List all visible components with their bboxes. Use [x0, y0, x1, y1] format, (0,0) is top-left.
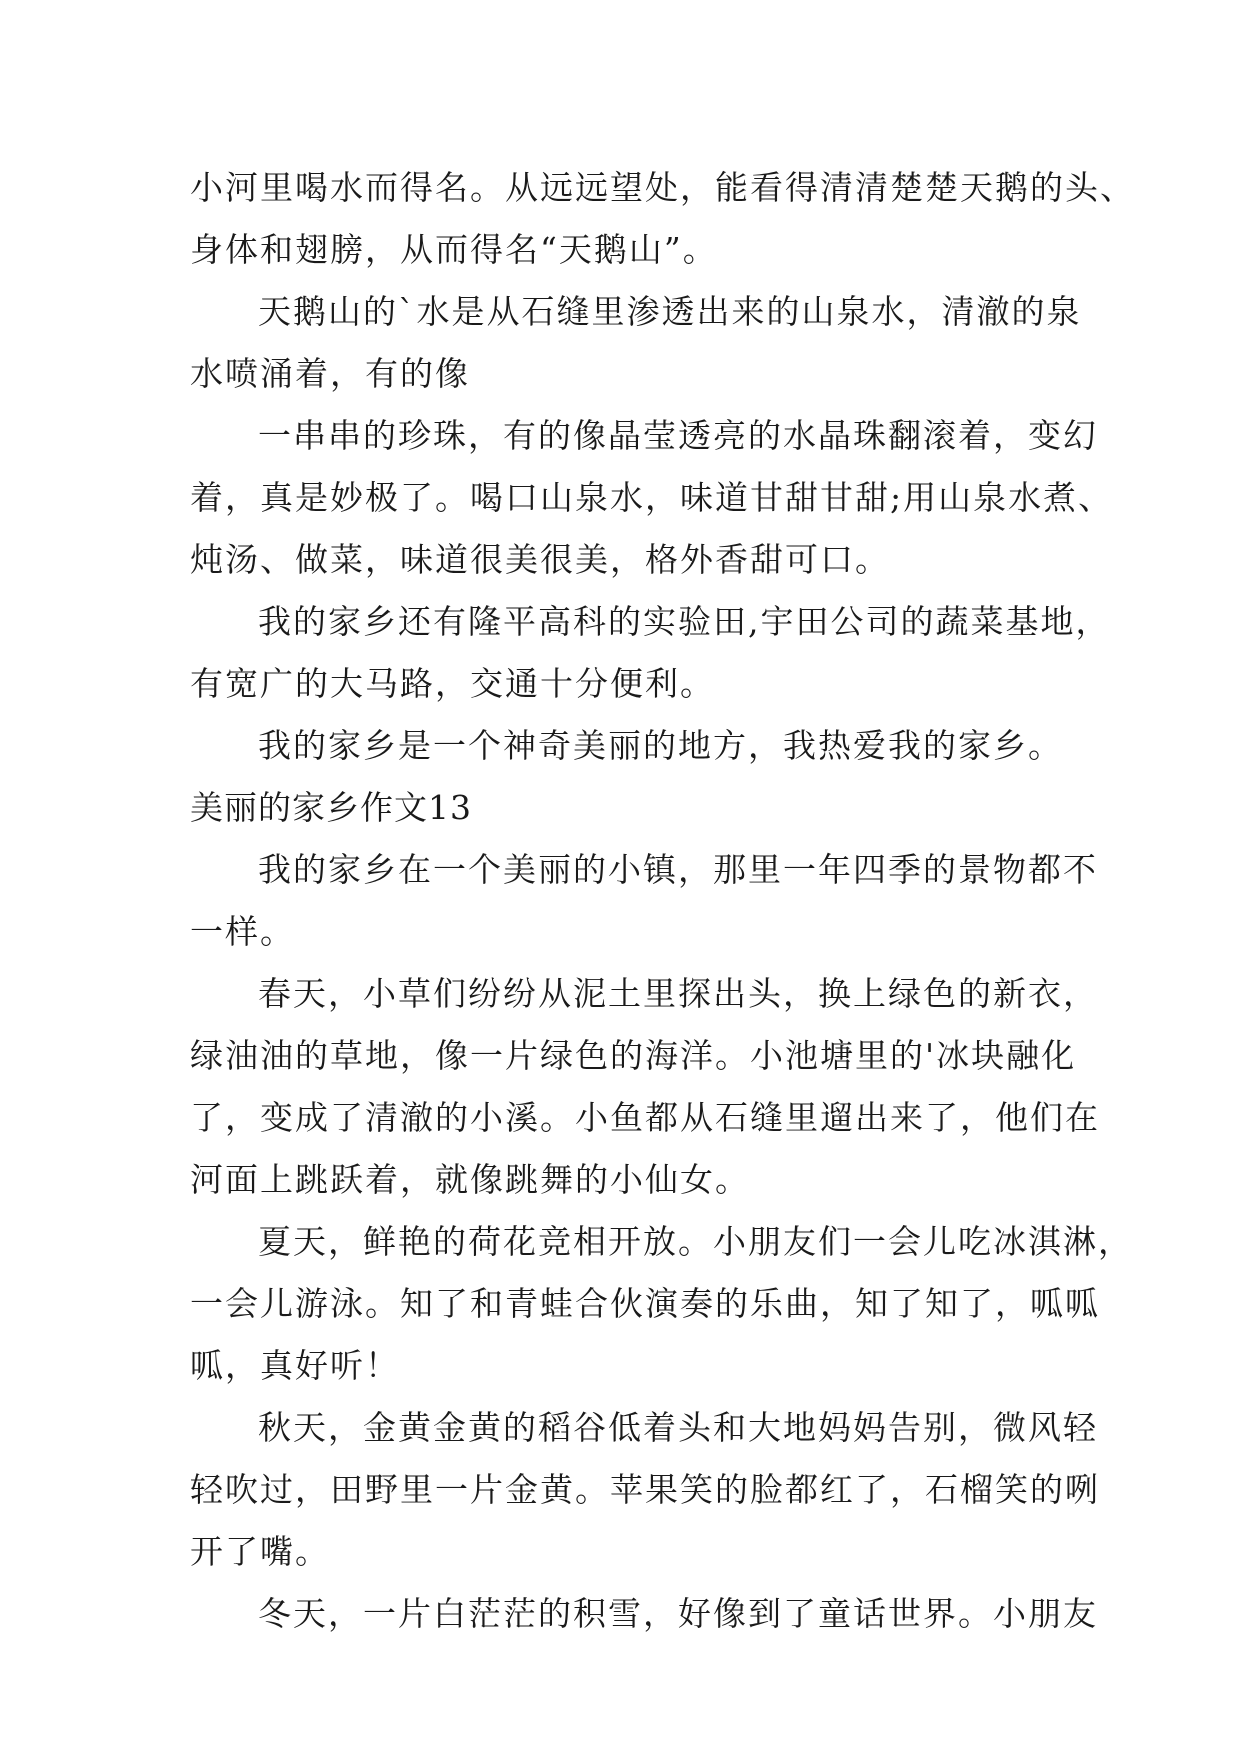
text-line: 了，变成了清澈的小溪。小鱼都从石缝里遛出来了，他们在: [190, 1098, 1100, 1137]
paragraph-first-line: 一串串的珍珠，有的像晶莹透亮的水晶珠翻滚着，变幻: [258, 416, 1098, 455]
paragraph-first-line: 夏天，鲜艳的荷花竞相开放。小朋友们一会儿吃冰淇淋，: [258, 1222, 1133, 1261]
paragraph-first-line: 我的家乡还有隆平高科的实验田,宇田公司的蔬菜基地，: [258, 602, 1111, 641]
text-line: 身体和翅膀，从而得名“天鹅山”。: [190, 230, 718, 269]
paragraph-first-line: 春天，小草们纷纷从泥土里探出头，换上绿色的新衣，: [258, 974, 1098, 1013]
text-line: 绿油油的草地，像一片绿色的海洋。小池塘里的'冰块融化: [190, 1036, 1077, 1075]
paragraph-first-line: 天鹅山的`水是从石缝里渗透出来的山泉水，清澈的泉: [258, 292, 1082, 331]
text-line: 炖汤、做菜，味道很美很美，格外香甜可口。: [190, 540, 890, 579]
paragraph-first-line: 冬天，一片白茫茫的积雪，好像到了童话世界。小朋友: [258, 1594, 1098, 1633]
text-line: 水喷涌着，有的像: [190, 354, 470, 393]
text-line: 有宽广的大马路，交通十分便利。: [190, 664, 715, 703]
text-line: 一样。: [190, 912, 295, 951]
text-line: 轻吹过，田野里一片金黄。苹果笑的脸都红了，石榴笑的咧: [190, 1470, 1100, 1509]
text-line: 开了嘴。: [190, 1532, 330, 1571]
text-line: 着，真是妙极了。喝口山泉水，味道甘甜甘甜;用山泉水煮、: [190, 478, 1114, 517]
text-line: 小河里喝水而得名。从远远望处，能看得清清楚楚天鹅的头、: [190, 168, 1135, 207]
document-body: [190, 157, 1135, 1645]
paragraph-first-line: 秋天，金黄金黄的稻谷低着头和大地妈妈告别，微风轻: [258, 1408, 1098, 1447]
paragraph-first-line: 我的家乡在一个美丽的小镇，那里一年四季的景物都不: [258, 850, 1098, 889]
paragraph-first-line: 我的家乡是一个神奇美丽的地方，我热爱我的家乡。: [258, 726, 1063, 765]
text-line: 河面上跳跃着，就像跳舞的小仙女。: [190, 1160, 750, 1199]
text-line: 呱，真好听！: [190, 1346, 400, 1385]
section-heading: 美丽的家乡作文13: [190, 788, 472, 827]
text-line: 一会儿游泳。知了和青蛙合伙演奏的乐曲，知了知了，呱呱: [190, 1284, 1100, 1323]
